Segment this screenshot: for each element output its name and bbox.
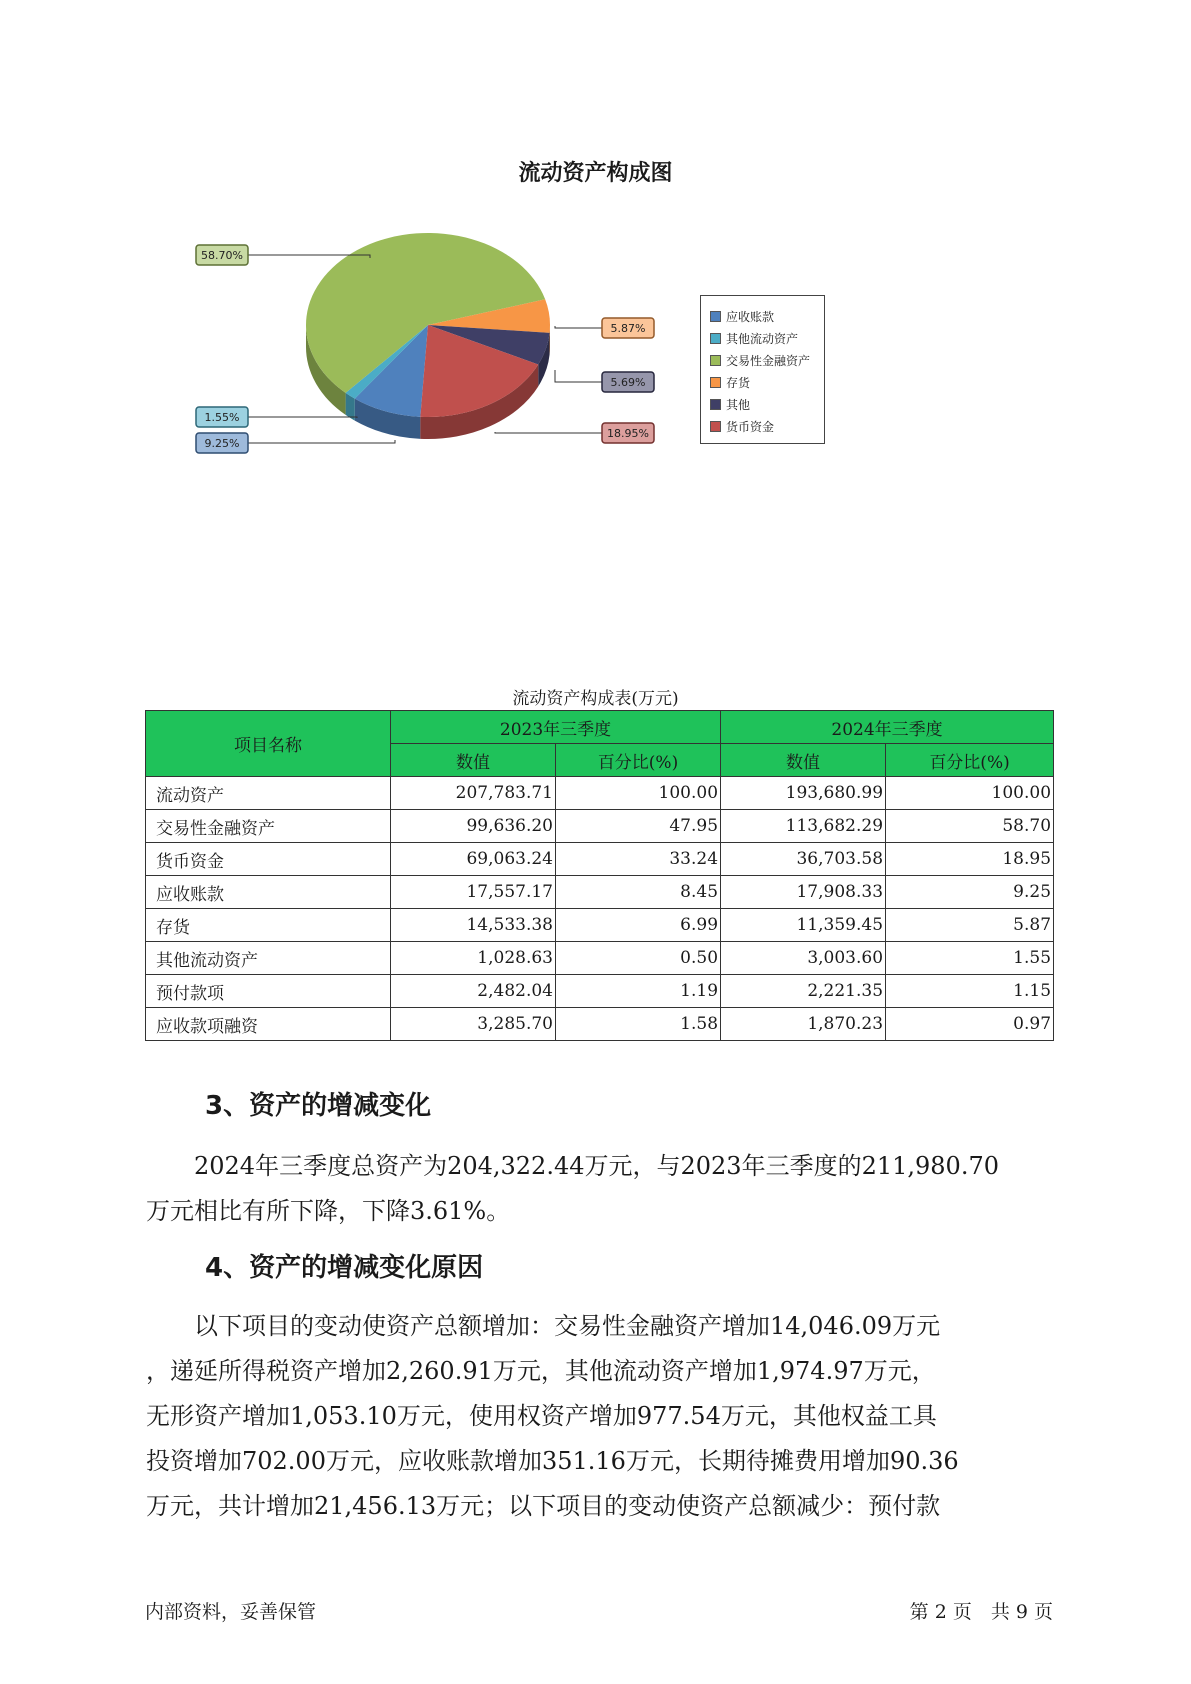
data-label: 1.55% <box>204 411 240 424</box>
cell-pct: 58.70 <box>886 810 1054 843</box>
cell-value: 69,063.24 <box>391 843 556 876</box>
pie-chart <box>0 0 1191 480</box>
cell-pct: 18.95 <box>886 843 1054 876</box>
chart-legend <box>700 295 825 444</box>
cell-value: 14,533.38 <box>391 909 556 942</box>
legend-item <box>710 349 824 371</box>
header-item: 项目名称 <box>146 711 391 777</box>
cell-value: 2,482.04 <box>391 975 556 1008</box>
cell-value: 113,682.29 <box>721 810 886 843</box>
cell-value: 36,703.58 <box>721 843 886 876</box>
row-name: 应收账款 <box>146 876 391 909</box>
header-period-2024: 2024年三季度 <box>721 711 1054 744</box>
cell-value: 207,783.71 <box>391 777 556 810</box>
legend-item <box>710 305 824 327</box>
cell-value: 17,557.17 <box>391 876 556 909</box>
row-name: 交易性金融资产 <box>146 810 391 843</box>
legend-item <box>710 371 824 393</box>
legend-swatch <box>710 421 721 432</box>
cell-value: 11,359.45 <box>721 909 886 942</box>
cell-value: 3,285.70 <box>391 1008 556 1041</box>
table-row <box>146 876 1054 909</box>
table-row <box>146 909 1054 942</box>
data-label: 5.69% <box>610 376 646 389</box>
data-label: 9.25% <box>204 437 240 450</box>
legend-item <box>710 415 824 437</box>
row-name: 预付款项 <box>146 975 391 1008</box>
legend-swatch <box>710 333 721 344</box>
row-name: 存货 <box>146 909 391 942</box>
cell-pct: 8.45 <box>556 876 721 909</box>
legend-label: 其他 <box>726 397 751 412</box>
cell-value: 99,636.20 <box>391 810 556 843</box>
header-value: 数值 <box>721 744 886 777</box>
cell-pct: 33.24 <box>556 843 721 876</box>
section-4-paragraph <box>146 1304 1081 1529</box>
header-period-2023: 2023年三季度 <box>391 711 721 744</box>
cell-pct: 1.19 <box>556 975 721 1008</box>
legend-label: 其他流动资产 <box>726 331 799 346</box>
cell-pct: 6.99 <box>556 909 721 942</box>
cell-value: 1,028.63 <box>391 942 556 975</box>
table-row <box>146 777 1054 810</box>
section-3-paragraph <box>146 1144 1081 1234</box>
chart-title: 流动资产构成图 <box>518 161 673 186</box>
legend-item <box>710 327 824 349</box>
cell-pct: 0.97 <box>886 1008 1054 1041</box>
label-leader-line <box>248 440 395 443</box>
table-row <box>146 975 1054 1008</box>
cell-pct: 9.25 <box>886 876 1054 909</box>
cell-value: 2,221.35 <box>721 975 886 1008</box>
label-leader-line <box>495 432 602 433</box>
paragraph-line: ，递延所得税资产增加2,260.91万元，其他流动资产增加1,974.97万元， <box>146 1357 936 1385</box>
legend-label: 存货 <box>726 375 751 390</box>
cell-value: 1,870.23 <box>721 1008 886 1041</box>
header-value: 数值 <box>391 744 556 777</box>
table-row <box>146 843 1054 876</box>
section-4-heading: 4、资产的增减变化原因 <box>205 1253 484 1283</box>
row-name: 货币资金 <box>146 843 391 876</box>
cell-pct: 5.87 <box>886 909 1054 942</box>
legend-label: 货币资金 <box>726 419 775 434</box>
paragraph-line: 无形资产增加1,053.10万元，使用权资产增加977.54万元，其他权益工具 <box>146 1402 937 1430</box>
data-label: 18.95% <box>607 427 649 440</box>
paragraph-line: 万元相比有所下降，下降3.61%。 <box>146 1197 511 1225</box>
cell-pct: 1.15 <box>886 975 1054 1008</box>
footer-page-number: 第 2 页 共 9 页 <box>909 1601 1053 1623</box>
table-row <box>146 1008 1054 1041</box>
paragraph-line: 投资增加702.00万元，应收账款增加351.16万元，长期待摊费用增加90.36 <box>146 1447 959 1475</box>
cell-value: 193,680.99 <box>721 777 886 810</box>
legend-swatch <box>710 399 721 410</box>
paragraph-line: 2024年三季度总资产为204,322.44万元，与2023年三季度的211,980.70 <box>146 1152 999 1180</box>
header-pct: 百分比(%) <box>886 744 1054 777</box>
label-leader-line <box>555 326 602 328</box>
cell-pct: 1.55 <box>886 942 1054 975</box>
row-name: 流动资产 <box>146 777 391 810</box>
section-3-heading: 3、资产的增减变化 <box>205 1091 432 1121</box>
legend-item <box>710 393 824 415</box>
footer-confidential: 内部资料，妥善保管 <box>145 1601 317 1623</box>
table-row <box>146 810 1054 843</box>
cell-pct: 47.95 <box>556 810 721 843</box>
legend-swatch <box>710 355 721 366</box>
label-leader-line <box>555 370 602 382</box>
current-assets-table <box>145 710 1054 1041</box>
cell-value: 3,003.60 <box>721 942 886 975</box>
paragraph-line: 万元，共计增加21,456.13万元；以下项目的变动使资产总额减少：预付款 <box>146 1492 941 1520</box>
cell-pct: 100.00 <box>556 777 721 810</box>
paragraph-line: 以下项目的变动使资产总额增加：交易性金融资产增加14,046.09万元 <box>146 1312 941 1340</box>
legend-swatch <box>710 377 721 388</box>
row-name: 其他流动资产 <box>146 942 391 975</box>
cell-pct: 0.50 <box>556 942 721 975</box>
legend-label: 交易性金融资产 <box>726 353 811 368</box>
data-label: 5.87% <box>610 322 646 335</box>
cell-pct: 100.00 <box>886 777 1054 810</box>
cell-pct: 1.58 <box>556 1008 721 1041</box>
label-leader-line <box>248 417 357 418</box>
data-label: 58.70% <box>201 249 243 262</box>
header-pct: 百分比(%) <box>556 744 721 777</box>
legend-swatch <box>710 311 721 322</box>
table-caption: 流动资产构成表(万元) <box>512 689 679 709</box>
legend-label: 应收账款 <box>726 309 775 324</box>
cell-value: 17,908.33 <box>721 876 886 909</box>
table-row <box>146 942 1054 975</box>
row-name: 应收款项融资 <box>146 1008 391 1041</box>
